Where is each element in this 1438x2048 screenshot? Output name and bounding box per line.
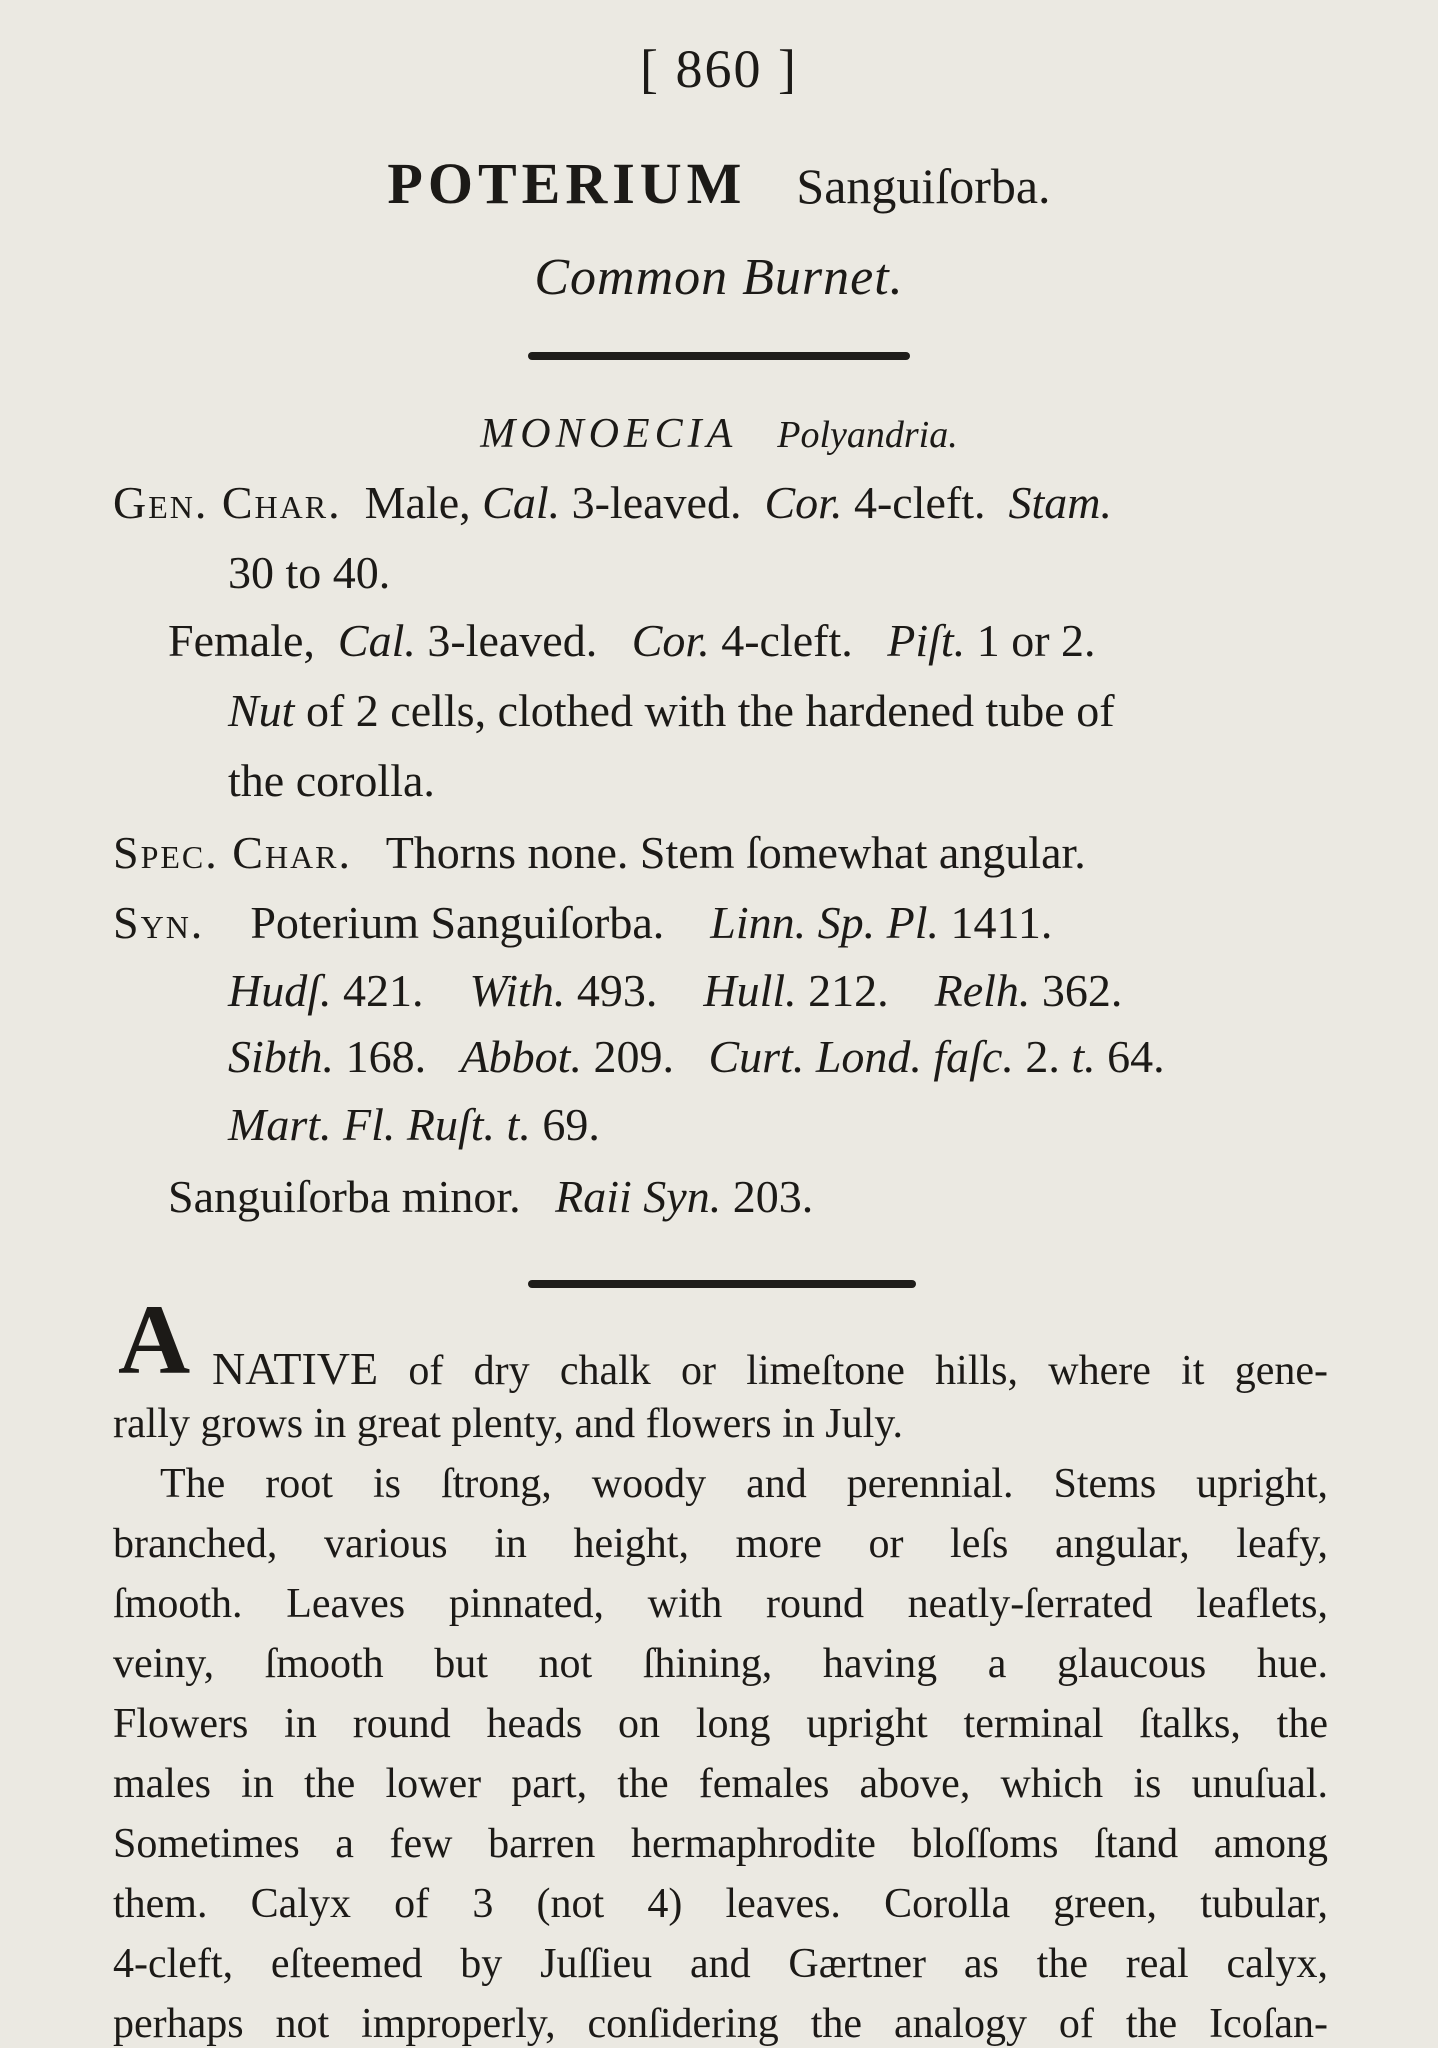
body-line: Flowers in round heads on long upright terminal ſtalks, the <box>113 1701 1328 1747</box>
syn-num: 64. <box>1107 1031 1165 1082</box>
female-line <box>168 614 1096 667</box>
syn-ref: Raii Syn. <box>555 1171 722 1222</box>
female-cal-label: Cal. <box>337 615 416 666</box>
syn-line-4 <box>228 1098 600 1151</box>
nut-line <box>228 684 1115 737</box>
syn-num: 1411. <box>950 897 1053 948</box>
syn-label: Syn. <box>113 897 205 948</box>
syn-line-1 <box>113 896 1052 949</box>
cor-label: Cor. <box>764 477 843 528</box>
cal-label: Cal. <box>482 477 561 528</box>
syn-num: 203. <box>732 1171 814 1222</box>
stam-count: 30 to 40. <box>228 547 391 598</box>
nut-line-2: the corolla. <box>228 755 435 806</box>
female-cor-label: Cor. <box>631 615 710 666</box>
syn-line-3 <box>228 1030 1165 1083</box>
class-name: MONOECIA <box>480 411 738 457</box>
syn-num: 69. <box>542 1099 600 1150</box>
syn-ref: Curt. Lond. faſc. <box>708 1031 1014 1082</box>
syn-num: 493. <box>576 965 658 1016</box>
gen-char-line <box>113 476 1112 529</box>
divider-rule <box>528 352 910 360</box>
stam-label: Stam. <box>1008 477 1112 528</box>
female-cor: 4-cleft. <box>721 615 853 666</box>
common-name: Common Burnet. <box>534 249 904 306</box>
page-number: [ 860 ] <box>640 39 798 99</box>
male-label: Male, <box>364 477 471 528</box>
divider-rule <box>528 1280 916 1288</box>
syn-num: 362. <box>1041 965 1123 1016</box>
body-line <box>212 1342 1328 1395</box>
male-cal: 3-leaved. <box>571 477 742 528</box>
body-line: ſmooth. Leaves pinnated, with round neatly-ſerrated leaflets, <box>113 1581 1328 1627</box>
syn-ref: t. <box>1071 1031 1096 1082</box>
spec-char-label: Spec. Char. <box>113 827 353 878</box>
spec-char-line <box>113 826 1086 879</box>
body-line: rally grows in great plenty, and flowers in July. <box>113 1401 904 1447</box>
body-line: perhaps not improperly, conſidering the analogy of the Icoſan- <box>113 2001 1328 2047</box>
syn-line-2 <box>228 964 1122 1017</box>
nut-text: of 2 cells, clothed with the hardened tube of <box>305 685 1115 736</box>
genus-name: POTERIUM <box>387 151 747 216</box>
gen-char-label: Gen. Char. <box>113 477 342 528</box>
drop-cap: A <box>118 1284 191 1395</box>
body-line: The root is ſtrong, woody and perennial. Stems upright, <box>160 1461 1328 1507</box>
body-line: them. Calyx of 3 (not 4) leaves. Corolla green, tubular, <box>113 1881 1328 1927</box>
male-cor: 4-cleft. <box>853 477 986 528</box>
syn-ref: Linn. Sp. Pl. <box>710 897 940 948</box>
syn-ref: Hudſ. <box>228 965 332 1016</box>
body-line: 4-cleft, eſteemed by Juſſieu and Gærtner as the real calyx, <box>113 1941 1328 1987</box>
female-cal: 3-leaved. <box>427 615 598 666</box>
pist-label: Piſt. <box>887 615 966 666</box>
syn-ref: Hull. <box>703 965 797 1016</box>
body-line: veiny, ſmooth but not ſhining, having a glaucous hue. <box>113 1641 1328 1687</box>
syn-num: 168. <box>345 1031 427 1082</box>
body-line: males in the lower part, the females above, which is unuſual. <box>113 1761 1328 1807</box>
female-pist: 1 or 2. <box>976 615 1096 666</box>
syn-num: 209. <box>593 1031 674 1082</box>
species-name: Sanguiſorba. <box>796 158 1051 214</box>
syn-ref: With. <box>469 965 566 1016</box>
nut-label: Nut <box>228 685 295 736</box>
linnaean-class <box>0 410 1438 458</box>
body-line: Sometimes a few barren hermaphrodite bloſſoms ſtand among <box>113 1821 1328 1867</box>
syn2-name: Sanguiſorba minor. <box>168 1171 521 1222</box>
female-label: Female, <box>168 615 315 666</box>
syn-ref: Mart. Fl. Ruſt. t. <box>228 1099 531 1150</box>
syn-ref: Sibth. <box>228 1031 335 1082</box>
syn-line-5 <box>168 1170 813 1223</box>
syn-ref: Abbot. <box>460 1031 582 1082</box>
syn-num: 421. <box>343 965 424 1016</box>
syn-ref: Relh. <box>934 965 1031 1016</box>
order-name: Polyandria. <box>777 414 958 456</box>
syn-name: Poterium Sanguiſorba. <box>250 897 665 948</box>
body-line-text: of dry chalk or limeſtone hills, where it gene- <box>408 1348 1328 1394</box>
syn-num: 212. <box>808 965 889 1016</box>
lead-word: NATIVE <box>212 1343 379 1394</box>
body-line: branched, various in height, more or leſs angular, leafy, <box>113 1521 1328 1567</box>
species-title <box>0 150 1438 217</box>
spec-char-text: Thorns none. Stem ſomewhat angular. <box>385 827 1086 878</box>
syn-num: 2. <box>1025 1031 1060 1082</box>
